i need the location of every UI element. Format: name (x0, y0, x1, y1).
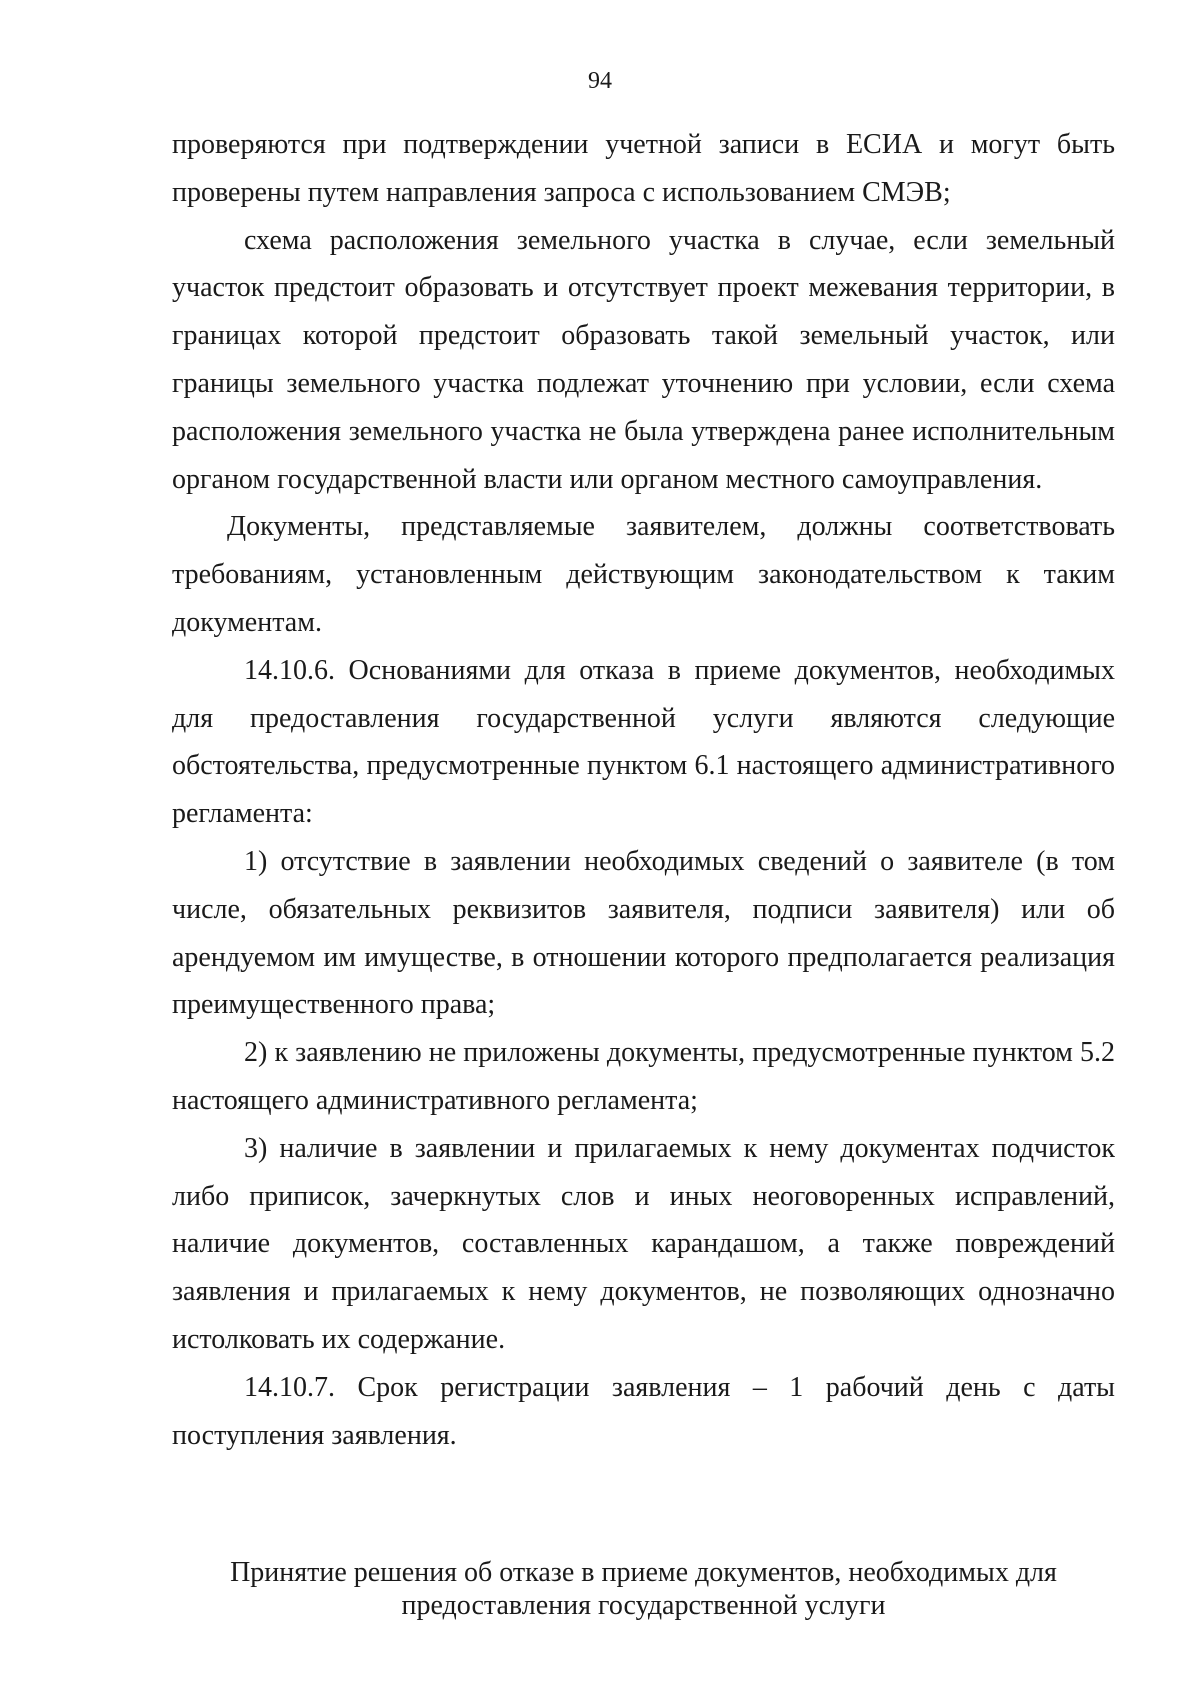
list-item-3: 3) наличие в заявлении и прилагаемых к нему документах подчисток либо приписок, зачеркнутых слов и иных неоговоренных исправлений, наличие документов, составленных карандашом, а также повреждений заявления и прилагаемых к нему документов, не позволяющих однозначно истолковать их содержание. (172, 1132, 1115, 1355)
section-heading (172, 1556, 1115, 1622)
section-heading-line-2: предоставления государственной услуги (401, 1590, 886, 1621)
page-number: 94 (588, 68, 612, 94)
paragraph-section-14-10-7: 14.10.7. Срок регистрации заявления – 1 рабочий день с даты поступления заявления. (172, 1371, 1115, 1451)
paragraph-section-14-10-6: 14.10.6. Основаниями для отказа в приеме документов, необходимых для предоставления государственной услуги являются следующие обстоятельства, предусмотренные пунктом 6.1 настоящего административного регламента: (172, 654, 1115, 830)
paragraph-documents-requirements: Документы, представляемые заявителем, должны соответствовать требованиям, установленным действующим законодательством к таким документам. (172, 511, 1115, 638)
paragraph-esia-continuation: проверяются при подтверждении учетной записи в ЕСИА и могут быть проверены путем направления запроса с использованием СМЭВ; (172, 129, 1115, 208)
paragraph-land-plot-scheme: схема расположения земельного участка в случае, если земельный участок предстоит образовать и отсутствует проект межевания территории, в границах которой предстоит образовать такой земельный участок, или границы земельного участка подлежат уточнению при условии, если схема расположения земельного участка не была утверждена ранее исполнительным органом государственной власти или органом местного самоуправления. (172, 224, 1115, 495)
list-item-1: 1) отсутствие в заявлении необходимых сведений о заявителе (в том числе, обязательных реквизитов заявителя, подписи заявителя) или об арендуемом им имуществе, в отношении которого предполагается реализация преимущественного права; (172, 845, 1115, 1021)
document-body (172, 121, 1115, 1459)
section-heading-line-1: Принятие решения об отказе в приеме документов, необходимых для (230, 1557, 1057, 1588)
list-item-2: 2) к заявлению не приложены документы, предусмотренные пунктом 5.2 настоящего административного регламента; (172, 1037, 1115, 1116)
